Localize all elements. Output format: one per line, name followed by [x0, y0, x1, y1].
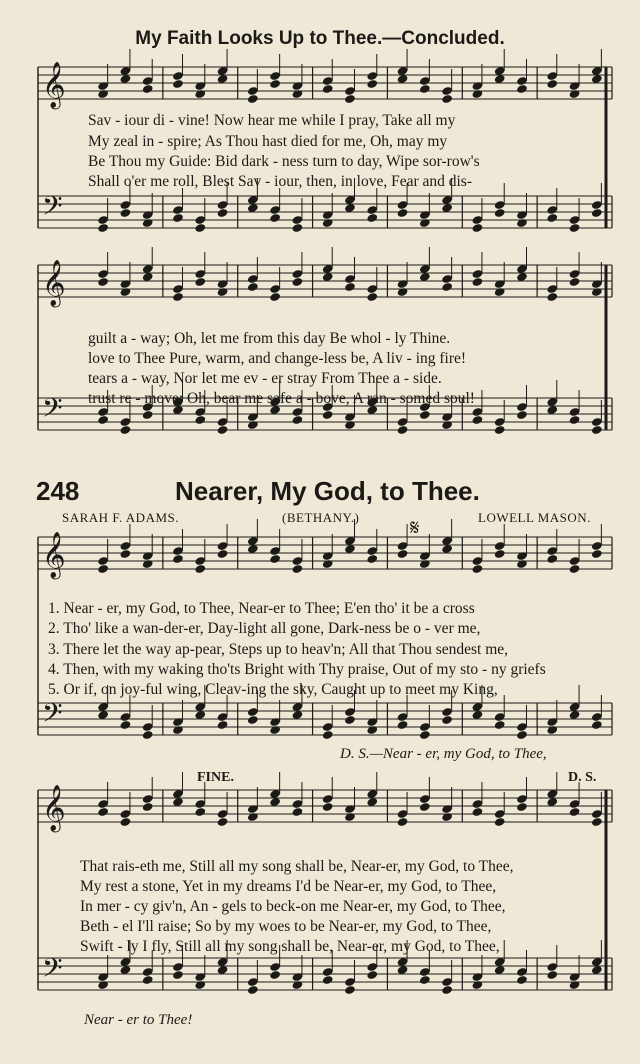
- note-head: [344, 94, 356, 104]
- note-head: [194, 564, 206, 574]
- note-head: [441, 420, 453, 430]
- note-head: [291, 807, 303, 817]
- note-head: [516, 218, 528, 228]
- note-head: [172, 725, 184, 735]
- refrain-ending: Near - er to Thee!: [84, 1012, 193, 1028]
- note-head: [291, 564, 303, 574]
- note-head: [546, 554, 558, 564]
- note-head: [194, 980, 206, 990]
- page-header: My Faith Looks Up to Thee.—Concluded.: [135, 28, 505, 49]
- note-head: [419, 559, 431, 569]
- note-head: [441, 812, 453, 822]
- note-head: [269, 292, 281, 302]
- lyric-line: Beth - el I'll raise; So by my woes to be Near-er, my God, to Thee,: [80, 918, 492, 935]
- note-head: [569, 807, 581, 817]
- note-head: [194, 415, 206, 425]
- note-head: [119, 208, 131, 218]
- note-head: [322, 410, 334, 420]
- note-head: [142, 730, 154, 740]
- note-head: [269, 725, 281, 735]
- note-head: [142, 559, 154, 569]
- note-head: [366, 970, 378, 980]
- note-head: [97, 223, 109, 233]
- lyric-line: 3. There let the way ap-pear, Steps up to heav'n; All that Thou sendest me,: [48, 641, 509, 658]
- note-head: [247, 715, 259, 725]
- note-head: [441, 985, 453, 995]
- note-head: [142, 84, 154, 94]
- note-head: [471, 89, 483, 99]
- note-head: [569, 277, 581, 287]
- treble-clef: 𝄞: [42, 260, 66, 306]
- note-head: [172, 292, 184, 302]
- note-head: [591, 720, 603, 730]
- note-head: [471, 980, 483, 990]
- note-head: [217, 208, 229, 218]
- note-head: [397, 208, 409, 218]
- note-head: [194, 89, 206, 99]
- note-head: [322, 730, 334, 740]
- note-head: [142, 975, 154, 985]
- lyric-line: 2. Tho' like a wan-der-er, Day-light all gone, Dark-ness be o - ver me,: [48, 620, 481, 637]
- note-head: [471, 223, 483, 233]
- lyric-line: My zeal in - spire; As Thou hast died for me, Oh, may my: [88, 133, 448, 150]
- lyric-line: 1. Near - er, my God, to Thee, Near-er to Thee; E'en tho' it be a cross: [48, 600, 475, 617]
- hymn-title: Nearer, My God, to Thee.: [175, 476, 480, 506]
- note-head: [172, 970, 184, 980]
- note-head: [344, 715, 356, 725]
- note-head: [97, 564, 109, 574]
- bass-clef: 𝄢: [42, 697, 63, 735]
- note-head: [322, 84, 334, 94]
- note-head: [172, 79, 184, 89]
- note-head: [591, 817, 603, 827]
- note-head: [419, 410, 431, 420]
- note-head: [97, 980, 109, 990]
- note-head: [217, 287, 229, 297]
- note-head: [269, 554, 281, 564]
- note-head: [247, 420, 259, 430]
- note-head: [494, 720, 506, 730]
- note-head: [142, 218, 154, 228]
- note-head: [471, 564, 483, 574]
- note-head: [217, 817, 229, 827]
- note-head: [419, 84, 431, 94]
- note-head: [516, 730, 528, 740]
- note-head: [142, 802, 154, 812]
- lyric-line: love to Thee Pure, warm, and change-less be, A liv - ing fire!: [88, 350, 467, 367]
- treble-clef: 𝄞: [42, 785, 66, 831]
- note-head: [494, 208, 506, 218]
- lyric-line: guilt a - way; Oh, let me from this day Be whol - ly Thine.: [88, 330, 451, 347]
- note-head: [322, 802, 334, 812]
- note-head: [397, 425, 409, 435]
- lyric-line: trust re - move; Oh, bear me safe a - bove, A ran - somed soul!: [88, 390, 475, 407]
- note-head: [97, 89, 109, 99]
- note-head: [194, 807, 206, 817]
- note-head: [419, 975, 431, 985]
- note-head: [471, 807, 483, 817]
- note-head: [471, 415, 483, 425]
- bass-clef: 𝄢: [42, 190, 63, 228]
- note-head: [322, 559, 334, 569]
- note-head: [494, 425, 506, 435]
- note-head: [471, 277, 483, 287]
- note-head: [291, 277, 303, 287]
- note-head: [441, 94, 453, 104]
- note-head: [97, 277, 109, 287]
- note-head: [494, 287, 506, 297]
- note-head: [546, 213, 558, 223]
- note-head: [97, 415, 109, 425]
- note-head: [344, 985, 356, 995]
- note-head: [516, 802, 528, 812]
- fine-label: FINE.: [197, 770, 234, 785]
- note-head: [291, 223, 303, 233]
- note-head: [441, 715, 453, 725]
- note-head: [516, 84, 528, 94]
- note-head: [322, 218, 334, 228]
- note-head: [569, 564, 581, 574]
- note-head: [366, 725, 378, 735]
- note-head: [217, 549, 229, 559]
- note-head: [591, 425, 603, 435]
- note-head: [119, 549, 131, 559]
- note-head: [119, 817, 131, 827]
- lyric-line: Swift - ly I fly, Still all my song shall be, Near-er, my God, to Thee,: [80, 938, 500, 955]
- lyric-line: That rais-eth me, Still all my song shall be, Near-er, my God, to Thee,: [80, 858, 514, 875]
- note-head: [569, 415, 581, 425]
- lyric-line: In mer - cy giv'n, An - gels to beck-on me Near-er, my God, to Thee,: [80, 898, 506, 915]
- note-head: [247, 812, 259, 822]
- note-head: [591, 549, 603, 559]
- note-head: [119, 720, 131, 730]
- composer-credit: LOWELL MASON.: [478, 510, 591, 525]
- lyric-line: Shall o'er me roll, Blest Sav - iour, then, in love, Fear and dis-: [88, 173, 473, 190]
- note-head: [419, 802, 431, 812]
- note-head: [516, 559, 528, 569]
- author-credit: SARAH F. ADAMS.: [62, 510, 179, 525]
- note-head: [397, 817, 409, 827]
- note-head: [397, 287, 409, 297]
- treble-clef: 𝄞: [42, 532, 66, 578]
- lyric-line: Sav - iour di - vine! Now hear me while I pray, Take all my: [88, 112, 456, 129]
- note-head: [247, 94, 259, 104]
- note-head: [344, 282, 356, 292]
- note-head: [591, 208, 603, 218]
- bass-clef: 𝄢: [42, 392, 63, 430]
- note-head: [247, 985, 259, 995]
- tune-name: (BETHANY.): [282, 510, 360, 525]
- note-head: [546, 79, 558, 89]
- note-head: [291, 89, 303, 99]
- lyric-line: 4. Then, with my waking tho'ts Bright with Thy praise, Out of my sto - ny griefs: [48, 661, 546, 678]
- note-head: [397, 720, 409, 730]
- lyric-line: tears a - way, Nor let me ev - er stray From Thee a - side.: [88, 370, 442, 387]
- note-head: [97, 807, 109, 817]
- note-head: [494, 549, 506, 559]
- treble-clef: 𝄞: [42, 62, 66, 108]
- note-head: [419, 218, 431, 228]
- note-head: [344, 420, 356, 430]
- note-head: [546, 725, 558, 735]
- note-head: [366, 79, 378, 89]
- note-head: [419, 730, 431, 740]
- note-head: [569, 980, 581, 990]
- note-head: [546, 292, 558, 302]
- hymn-number: 248: [36, 476, 80, 506]
- note-head: [269, 213, 281, 223]
- note-head: [569, 223, 581, 233]
- note-head: [516, 975, 528, 985]
- note-head: [142, 410, 154, 420]
- note-head: [269, 970, 281, 980]
- note-head: [119, 287, 131, 297]
- note-head: [172, 213, 184, 223]
- bass-clef: 𝄢: [42, 952, 63, 990]
- note-head: [291, 415, 303, 425]
- note-head: [194, 223, 206, 233]
- note-head: [194, 277, 206, 287]
- note-head: [217, 720, 229, 730]
- note-head: [569, 89, 581, 99]
- note-head: [366, 554, 378, 564]
- ds-note: D. S.—Near - er, my God, to Thee,: [340, 746, 547, 762]
- note-head: [591, 287, 603, 297]
- note-head: [397, 549, 409, 559]
- note-head: [546, 970, 558, 980]
- note-head: [247, 282, 259, 292]
- note-head: [269, 79, 281, 89]
- note-head: [217, 425, 229, 435]
- segno-icon: 𝄋: [410, 516, 420, 541]
- lyric-line: My rest a stone, Yet in my dreams I'd be Near-er, my God, to Thee,: [80, 878, 497, 895]
- note-head: [344, 812, 356, 822]
- note-head: [441, 282, 453, 292]
- note-head: [516, 410, 528, 420]
- note-head: [119, 425, 131, 435]
- note-head: [172, 554, 184, 564]
- ds-label: D. S.: [568, 770, 597, 785]
- lyric-line: 5. Or if, on joy-ful wing, Cleav-ing the sky, Caught up to meet my King,: [48, 681, 498, 698]
- note-head: [366, 213, 378, 223]
- lyric-line: Be Thou my Guide: Bid dark - ness turn to day, Wipe sor-row's: [88, 153, 480, 170]
- note-head: [291, 980, 303, 990]
- note-head: [366, 292, 378, 302]
- note-head: [494, 817, 506, 827]
- note-head: [322, 975, 334, 985]
